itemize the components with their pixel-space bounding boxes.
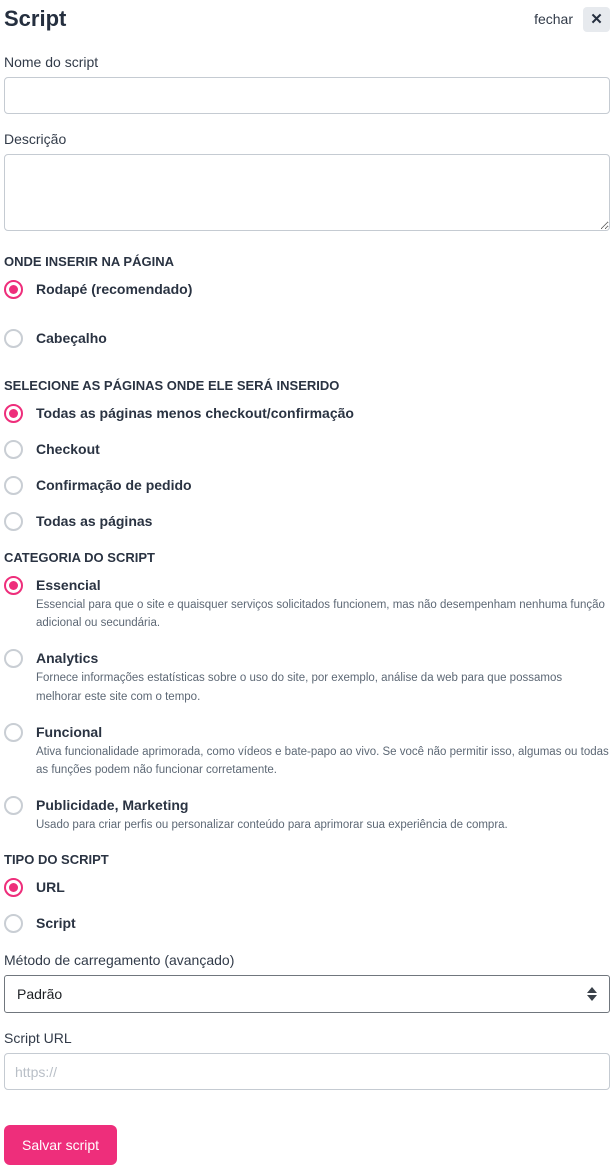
- radio-label: Funcional: [36, 723, 103, 740]
- radio-option-analytics[interactable]: [4, 649, 610, 704]
- pages-radio-group: [4, 404, 610, 531]
- panel-header: [4, 6, 610, 32]
- radio-icon[interactable]: [4, 440, 23, 459]
- load-method-select[interactable]: [4, 975, 610, 1013]
- script-url-field: [4, 1030, 610, 1090]
- description-field: [4, 131, 610, 236]
- radio-label: Cabeçalho: [36, 330, 107, 346]
- placement-heading: ONDE INSERIR NA PÁGINA: [4, 254, 174, 269]
- type-heading: TIPO DO SCRIPT: [4, 852, 109, 868]
- radio-option-cabecalho[interactable]: [4, 329, 610, 348]
- radio-icon[interactable]: [4, 878, 23, 897]
- script-name-input[interactable]: [4, 77, 610, 114]
- radio-description: Ativa funcionalidade aprimorada, como vídeos e bate-papo ao vivo. Se você não permitir isso, algumas ou todas as funções podem não funcionar corretamente.: [36, 745, 609, 776]
- pages-heading: SELECIONE AS PÁGINAS ONDE ELE SERÁ INSERIDO: [4, 378, 340, 393]
- type-section: [4, 852, 610, 933]
- radio-description: Essencial para que o site e quaisquer serviços solicitados funcionem, mas não desempenham nenhuma função adicional ou secundária.: [36, 599, 605, 630]
- radio-label: Todas as páginas: [36, 513, 153, 529]
- placement-radio-group: [4, 280, 610, 348]
- save-script-button[interactable]: Salvar script: [4, 1125, 117, 1165]
- close-icon: ✕: [590, 10, 603, 28]
- radio-icon[interactable]: [4, 512, 23, 531]
- script-name-label: Nome do script: [4, 54, 99, 70]
- radio-option-funcional[interactable]: [4, 723, 610, 778]
- description-textarea[interactable]: [4, 154, 610, 231]
- load-method-selected-value: Padrão: [17, 986, 63, 1003]
- radio-icon[interactable]: [4, 329, 23, 348]
- radio-icon[interactable]: [4, 796, 23, 815]
- script-url-input[interactable]: [4, 1053, 610, 1090]
- placement-section: [4, 254, 610, 348]
- radio-icon[interactable]: [4, 476, 23, 495]
- radio-label: Todas as páginas menos checkout/confirmação: [36, 405, 354, 421]
- description-label: Descrição: [4, 131, 67, 147]
- pages-section: [4, 378, 610, 531]
- category-heading: CATEGORIA DO SCRIPT: [4, 550, 155, 565]
- radio-option-url[interactable]: [4, 878, 610, 897]
- category-section: [4, 550, 610, 833]
- radio-option-checkout[interactable]: [4, 440, 610, 459]
- type-radio-group: [4, 878, 610, 933]
- radio-label: Checkout: [36, 441, 100, 457]
- radio-icon[interactable]: [4, 576, 23, 595]
- radio-option-all-pages[interactable]: [4, 512, 610, 531]
- radio-label: Publicidade, Marketing: [36, 797, 189, 814]
- radio-option-all-but-checkout[interactable]: [4, 404, 610, 423]
- radio-description: Fornece informações estatísticas sobre o uso do site, por exemplo, análise da web para que possamos melhorar este site com o tempo.: [36, 672, 563, 703]
- page-title: Script: [4, 6, 67, 31]
- radio-label: Essencial: [36, 577, 101, 593]
- radio-option-rodape[interactable]: [4, 280, 610, 299]
- radio-option-script[interactable]: [4, 914, 610, 933]
- close-link[interactable]: fechar: [534, 11, 573, 27]
- script-name-field: [4, 54, 610, 114]
- radio-label: Confirmação de pedido: [36, 477, 192, 493]
- radio-label: Script: [36, 915, 76, 932]
- radio-icon[interactable]: [4, 404, 23, 423]
- radio-icon[interactable]: [4, 723, 23, 742]
- script-url-label: Script URL: [4, 1030, 72, 1047]
- radio-icon[interactable]: [4, 280, 23, 299]
- radio-option-order-confirmation[interactable]: [4, 476, 610, 495]
- radio-option-essencial[interactable]: [4, 576, 610, 631]
- radio-description: Usado para criar perfis ou personalizar conteúdo para aprimorar sua experiência de compra.: [36, 819, 508, 832]
- header-actions: [534, 7, 610, 32]
- select-arrows-icon: [587, 987, 597, 1001]
- radio-icon[interactable]: [4, 649, 23, 668]
- radio-icon[interactable]: [4, 914, 23, 933]
- close-button[interactable]: [583, 7, 610, 32]
- radio-label: Rodapé (recomendado): [36, 281, 193, 297]
- load-method-label: Método de carregamento (avançado): [4, 952, 235, 969]
- radio-label: URL: [36, 879, 65, 896]
- radio-label: Analytics: [36, 650, 99, 667]
- load-method-field: [4, 952, 610, 1013]
- radio-option-publicidade-marketing[interactable]: [4, 796, 610, 833]
- category-radio-group: [4, 576, 610, 833]
